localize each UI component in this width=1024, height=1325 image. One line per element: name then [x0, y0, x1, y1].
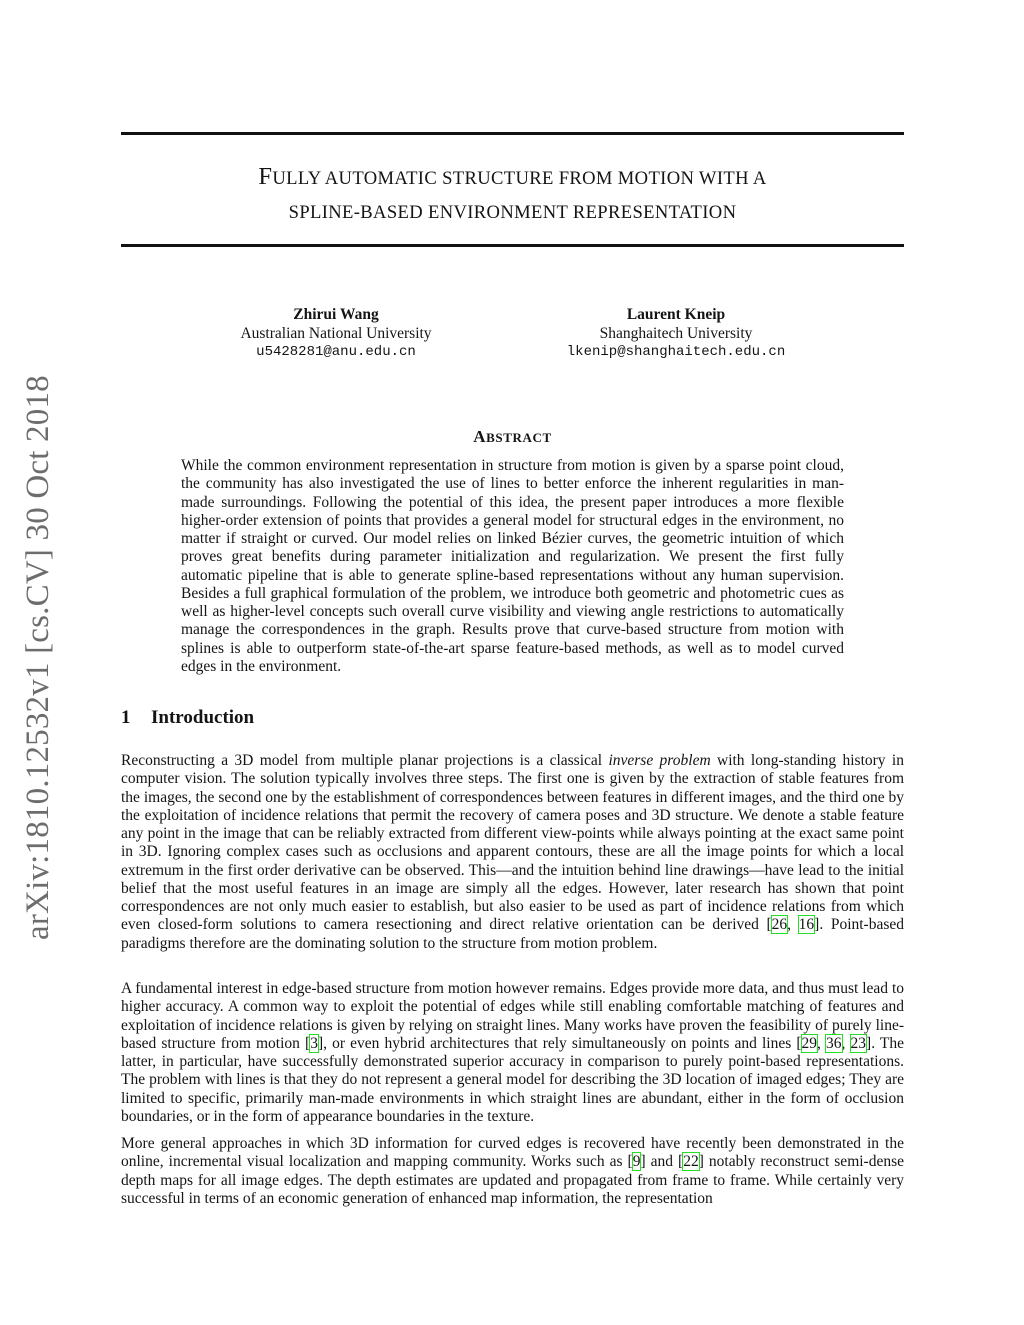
title-top-rule: [121, 132, 904, 135]
abstract-heading: [121, 427, 904, 447]
text-run: ]. The latter, in particular, have successfully demonstrated superior accuracy in comparison to purely point-based representations. The problem with lines is that they do not represent a general model for describing the 3D location of imaged edges; They are limited to specific, primarily man-made environments in which straight lines are abundant, either in the form of occlusion boundaries, or in the form of appearance boundaries in the texture.: [121, 1034, 905, 1125]
citation-link[interactable]: 23: [850, 1034, 867, 1052]
author-1: [196, 305, 476, 362]
author-affiliation: Australian National University: [240, 325, 432, 342]
text-run: ,: [787, 916, 799, 934]
citation-link[interactable]: 16: [798, 916, 815, 934]
author-name: Laurent Kneip: [626, 306, 726, 323]
intro-paragraph-1: [121, 752, 904, 953]
abstract-heading-initial: A: [473, 427, 487, 446]
text-run: ] and [: [640, 1153, 684, 1171]
paragraph-text: [121, 1135, 904, 1208]
text-run: ] notably reconstruct semi-dense depth maps for all image edges. The depth estimates are updated and propagated from frame to frame. While certainly very successful in terms of an economic generation of enhanced map information, the representation: [121, 1153, 905, 1207]
paragraph-text: [121, 980, 904, 1126]
citation-link[interactable]: 3: [310, 1034, 318, 1052]
intro-paragraph-3: [121, 1135, 904, 1208]
paper-title: [121, 160, 904, 230]
author-2: [526, 305, 826, 362]
title-line-2: SPLINE-BASED ENVIRONMENT REPRESENTATION: [288, 202, 737, 223]
citation-link[interactable]: 22: [683, 1153, 699, 1171]
text-run: A fundamental interest in edge-based structure from motion however remains. Edges provide more data, and thus must lead to higher accuracy. A common way to exploit the potential of edges while still enabling comfortable matching of features and exploitation of incidence relations is given by relying on straight lines. Many works have proven the feasibility of purely line-based structure from motion [: [121, 980, 904, 1052]
title-bottom-rule: [121, 244, 904, 247]
section-title: Introduction: [151, 707, 255, 728]
author-affiliation: Shanghaitech University: [599, 325, 753, 342]
citation-link[interactable]: 36: [826, 1034, 842, 1052]
citation-link[interactable]: 29: [801, 1034, 818, 1052]
abstract-body: [181, 457, 844, 676]
section-heading: [121, 707, 254, 729]
citation-link[interactable]: 9: [632, 1153, 641, 1171]
text-run: Reconstructing a 3D model from multiple planar projections is a classical: [121, 752, 609, 769]
title-initial: F: [258, 163, 273, 190]
abstract-text: While the common environment representation in structure from motion is given by a sparse point cloud, the community has also investigated the use of lines to better enforce the inherent regularities in man-made surroundings. Following the potential of this idea, the present paper introduces a more flexible higher-order extension of points that provides a general model for structural edges in the environment, no matter if straight or curved. Our model relies on linked Bézier curves, the geometric intuition of which proves great benefits during parameter initialization and regularization. We present the first fully automatic pipeline that is able to generate spline-based representations without any human supervision. Besides a full graphical formulation of the problem, we introduce both geometric and photometric cues as well as higher-level concepts such overall curve visibility and viewing angle restrictions to automatically manage the correspondences in the graph. Results prove that curve-based structure from motion with splines is able to outperform state-of-the-art sparse feature-based methods, as well as to model curved edges in the environment.: [181, 457, 844, 675]
citation-link[interactable]: 26: [771, 916, 788, 934]
intro-paragraph-2: [121, 980, 904, 1126]
text-run: ]. Point-based paradigms therefore are the dominating solution to the structure from motion problem.: [121, 916, 905, 952]
text-run: ,: [841, 1034, 851, 1052]
abstract-heading-rest: BSTRACT: [486, 430, 552, 445]
paragraph-text: [121, 752, 904, 953]
text-run: ,: [817, 1034, 827, 1052]
text-run: ], or even hybrid architectures that rely simultaneously on points and lines [: [317, 1034, 802, 1052]
author-name: Zhirui Wang: [293, 306, 379, 323]
section-number: 1: [121, 707, 131, 728]
emphasis-text: inverse problem: [608, 752, 711, 769]
title-line-1: [121, 160, 904, 196]
text-run: with long-standing history in computer vision. The solution typically involves three steps. The first one is given by the extraction of stable features from the images, the second one by the establishment of correspondences between features in different images, and the third one by the exploitation of incidence relations that permit the recovery of camera poses and 3D structure. We denote a stable feature any point in the image that can be reliably extracted from different view-points while always pointing at the exact same point in 3D. Ignoring complex cases such as occlusions and apparent contours, these are all the image points for which a local extremum in the first order derivative can be observed. This—and the intuition behind line drawings—have lead to the initial belief that the most useful features in an image are simply all the edges. However, later research has shown that point correspondences are not only much easier to establish, but also easier to be used as part of incidence relations from which even closed-form solutions to camera resectioning and direct relative orientation can be derived [: [121, 752, 904, 934]
title-line-1-rest: ULLY AUTOMATIC STRUCTURE FROM MOTION WITH A: [272, 168, 767, 189]
author-email[interactable]: u5428281@anu.edu.cn: [256, 344, 416, 360]
arxiv-stamp: arXiv:1810.12532v1 [cs.CV] 30 Oct 2018: [20, 375, 56, 940]
text-run: More general approaches in which 3D information for curved edges is recovered have recently been demonstrated in the online, incremental visual localization and mapping community. Works such as [: [121, 1135, 904, 1171]
author-email[interactable]: lkenip@shanghaitech.edu.cn: [566, 344, 786, 360]
